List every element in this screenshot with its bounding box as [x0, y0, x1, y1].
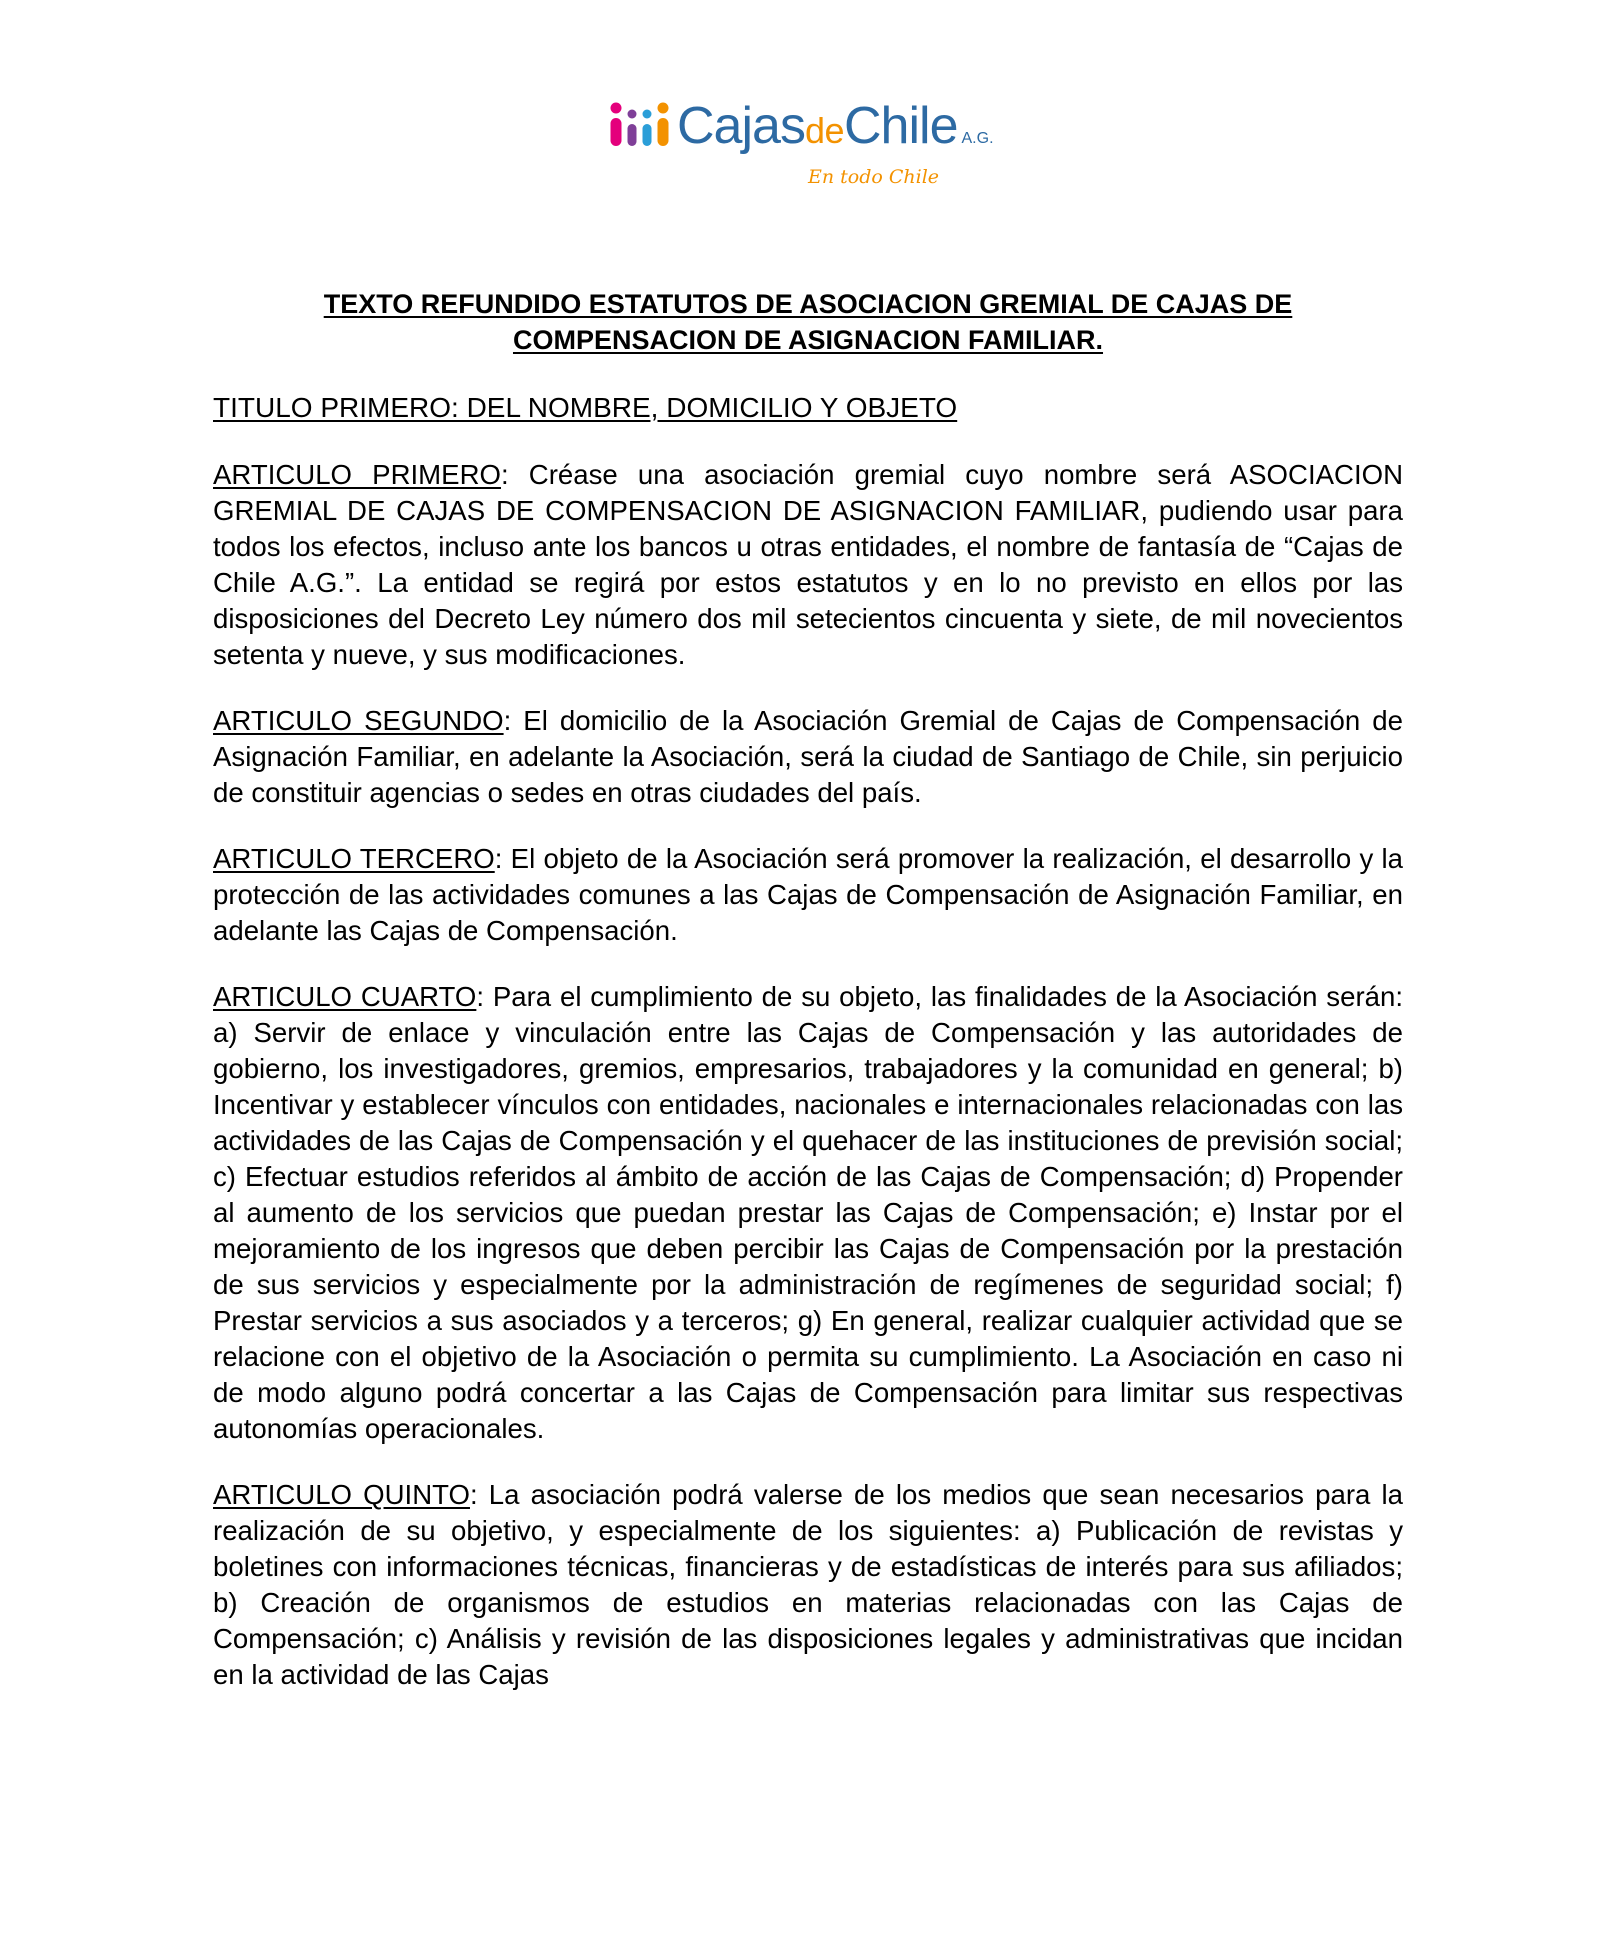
section-heading: TITULO PRIMERO: DEL NOMBRE, DOMICILIO Y OBJETO: [213, 392, 958, 423]
article-quinto: [213, 1477, 1403, 1693]
article-segundo: [213, 703, 1403, 811]
article-text: : El objeto de la Asociación será promover la realización, el desarrollo y la protección de las actividades comunes a las Cajas de Compensación de Asignación Familiar, en adelante las Cajas de Compensación.: [213, 843, 1403, 946]
article-label: ARTICULO TERCERO: [213, 843, 495, 874]
article-text: : El domicilio de la Asociación Gremial de Cajas de Compensación de Asignación Familiar, en adelante la Asociación, será la ciudad de Santiago de Chile, sin perjuicio de constituir agencias o sedes en otras ciudades del país.: [213, 705, 1403, 808]
article-tercero: [213, 841, 1403, 949]
document-title-line-2: COMPENSACION DE ASIGNACION FAMILIAR.: [512, 325, 1104, 355]
logo-word-ag: A.G.: [961, 130, 994, 147]
document-title: [213, 286, 1403, 358]
logo-wordmark: [677, 97, 994, 155]
logo-word-de: de: [804, 110, 844, 151]
article-label: ARTICULO PRIMERO: [213, 459, 501, 490]
article-label: ARTICULO SEGUNDO: [213, 705, 504, 736]
document-title-line-1: TEXTO REFUNDIDO ESTATUTOS DE ASOCIACION GREMIAL DE CAJAS DE: [323, 289, 1293, 319]
article-primero: [213, 457, 1403, 673]
article-label: ARTICULO QUINTO: [213, 1479, 470, 1510]
logo-word-chile: Chile: [844, 97, 958, 155]
article-text: : Para el cumplimiento de su objeto, las finalidades de la Asociación serán: a) Servir de enlace y vinculación entre las Cajas de Compensación y las autoridades de gobierno, los investigadores, gremios, empresarios, trabajadores y la comunidad en general; b) Incentivar y establecer vínculos con entidades, nacionales e internacionales relacionadas con las actividades de las Cajas de Compensación y el quehacer de las instituciones de previsión social; c) Efectuar estudios referidos al ámbito de acción de las Cajas de Compensación; d) Propender al aumento de los servicios que puedan prestar las Cajas de Compensación; e) Instar por el mejoramiento de los ingresos que deben percibir las Cajas de Compensación por la prestación de sus servicios y especialmente por la administración de regímenes de seguridad social; f) Prestar servicios a sus asociados y a terceros; g) En general, realizar cualquier actividad que se relacione con el objetivo de la Asociación o permita su cumplimiento. La Asociación en caso ni de modo alguno podrá concertar a las Cajas de Compensación para limitar sus respectivas autonomías operacionales.: [213, 981, 1403, 1444]
article-text: : La asociación podrá valerse de los medios que sean necesarios para la realización de su objetivo, y especialmente de los siguientes: a) Publicación de revistas y boletines con informaciones técnicas, financieras y de estadísticas de interés para sus afiliados; b) Creación de organismos de estudios en materias relacionadas con las Cajas de Compensación; c) Análisis y revisión de las disposiciones legales y administrativas que incidan en la actividad de las Cajas: [213, 1479, 1403, 1690]
article-text: : Créase una asociación gremial cuyo nombre será ASOCIACION GREMIAL DE CAJAS DE COMPENSACION DE ASIGNACION FAMILIAR, pudiendo usar para todos los efectos, incluso ante los bancos u otras entidades, el nombre de fantasía de “Cajas de Chile A.G.”. La entidad se regirá por estos estatutos y en lo no previsto en ellos por las disposiciones del Decreto Ley número dos mil setecientos cincuenta y siete, de mil novecientos setenta y nueve, y sus modificaciones.: [213, 459, 1404, 670]
logo-tagline: En todo Chile: [808, 166, 940, 188]
document-body: [213, 390, 1403, 1723]
logo-word-cajas: Cajas: [677, 97, 805, 155]
article-label: ARTICULO CUARTO: [213, 981, 477, 1012]
article-cuarto: [213, 979, 1403, 1447]
people-icon: [608, 100, 672, 156]
cajas-de-chile-logo: [608, 97, 1028, 196]
